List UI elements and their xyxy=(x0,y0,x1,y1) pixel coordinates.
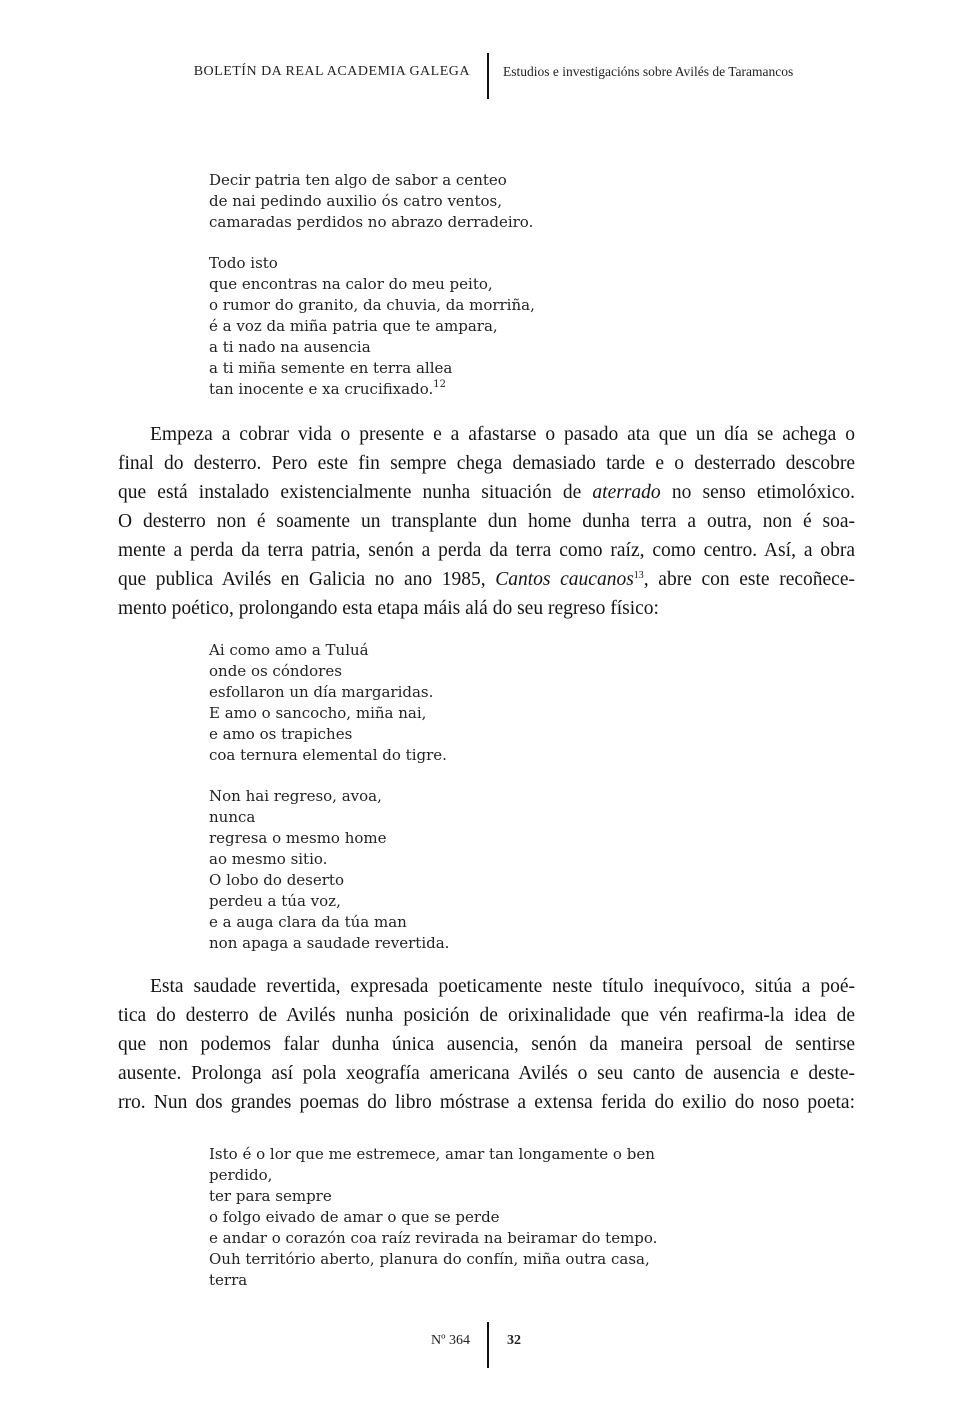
verse-line: é a voz da miña patria que te ampara, xyxy=(209,317,498,335)
verse-line: Ouh território aberto, planura do confín, miña outra casa, xyxy=(209,1250,650,1268)
verse-line: Todo isto xyxy=(209,254,278,272)
verse-line: esfollaron un día margaridas. xyxy=(209,683,434,701)
verse-line: O lobo do deserto xyxy=(209,871,344,889)
verse-line: e a auga clara da túa man xyxy=(209,913,407,931)
verse-line: e amo os trapiches xyxy=(209,725,353,743)
verse-line: perdido, xyxy=(209,1166,273,1184)
verse-line: non apaga a saudade revertida. xyxy=(209,934,450,952)
journal-title: BOLETÍN DA REAL ACADEMIA GALEGA xyxy=(193,64,470,79)
issue-number: Nº 364 xyxy=(431,1333,470,1348)
verse-line: de nai pedindo auxilio ós catro ventos, xyxy=(209,192,502,210)
paragraph-line: Empeza a cobrar vida o presente e a afastarse o pasado ata que un día se achega o xyxy=(150,424,855,445)
verse-line: E amo o sancocho, miña nai, xyxy=(209,704,427,722)
paragraph-line: que non podemos falar dunha única ausencia, senón da maneira persoal de sentirse xyxy=(118,1034,855,1055)
footnote-ref-12[interactable]: 12 xyxy=(433,379,447,390)
paragraph-line: que publica Avilés en Galicia no ano 1985, Cantos caucanos$^{13}$, abre con este recoñece- xyxy=(118,569,855,590)
verse-line: ter para sempre xyxy=(209,1187,332,1205)
verse-line: coa ternura elemental do tigre. xyxy=(209,746,447,764)
verse-line: Non hai regreso, avoa, xyxy=(209,787,382,805)
paragraph-line: Esta saudade revertida, expresada poeticamente neste título inequívoco, sitúa a poé- xyxy=(150,976,855,997)
paragraph-line: que está instalado existencialmente nunha situación de aterrado no senso etimolóxico. xyxy=(118,482,855,503)
verse-line: o rumor do granito, da chuvia, da morriña, xyxy=(209,296,535,314)
paragraph-line: O desterro non é soamente un transplante dun home dunha terra a outra, non é soa- xyxy=(118,511,855,532)
verse-line: a ti miña semente en terra allea xyxy=(209,359,453,377)
verse-line: onde os cóndores xyxy=(209,662,342,680)
running-head xyxy=(0,0,975,110)
verse-line: perdeu a túa voz, xyxy=(209,892,341,910)
verse-line: regresa o mesmo home xyxy=(209,829,387,847)
section-title: Estudios e investigacións sobre Avilés de Taramancos xyxy=(503,64,794,79)
paragraph-line: ausente. Prolonga así pola xeografía americana Avilés o seu canto de ausencia e deste- xyxy=(118,1063,855,1084)
verse-line: e andar o corazón coa raíz revirada na beiramar do tempo. xyxy=(209,1229,658,1247)
verse-line: a ti nado na ausencia xyxy=(209,338,371,356)
verse-line: nunca xyxy=(209,808,256,826)
verse-line: Ai como amo a Tuluá xyxy=(209,641,369,659)
verse-line: Decir patria ten algo de sabor a centeo xyxy=(209,171,507,189)
header-divider xyxy=(487,53,489,99)
page-number: 32 xyxy=(507,1333,521,1348)
book-title-cantos-caucanos: Cantos caucanos xyxy=(495,569,634,590)
verse-line: que encontras na calor do meu peito, xyxy=(209,275,493,293)
paragraph-line: tica do desterro de Avilés nunha posición de orixinalidade que vén reafirma-la idea de xyxy=(118,1005,855,1026)
paragraph-line: rro. Nun dos grandes poemas do libro móstrase a extensa ferida do exilio do noso poeta: xyxy=(118,1092,855,1113)
italic-term-aterrado: aterrado xyxy=(592,482,661,503)
verse-line: terra xyxy=(209,1271,248,1289)
verse-line: Isto é o lor que me estremece, amar tan longamente o ben xyxy=(209,1145,655,1163)
verse-line: tan inocente e xa crucifixado.$^{12}$ xyxy=(209,379,447,398)
paragraph-line: final do desterro. Pero este fin sempre chega demasiado tarde e o desterrado descobre xyxy=(118,453,855,474)
footnote-ref-13[interactable]: 13 xyxy=(633,570,644,581)
paragraph-line: mento poético, prolongando esta etapa máis alá do seu regreso físico: xyxy=(118,598,659,619)
verse-line: camaradas perdidos no abrazo derradeiro. xyxy=(209,213,534,231)
paragraph-line: mente a perda da terra patria, senón a perda da terra como raíz, como centro. Así, a obra xyxy=(118,540,855,561)
verse-line: ao mesmo sitio. xyxy=(209,850,328,868)
verse-line: o folgo eivado de amar o que se perde xyxy=(209,1208,500,1226)
footer-divider xyxy=(487,1322,489,1368)
